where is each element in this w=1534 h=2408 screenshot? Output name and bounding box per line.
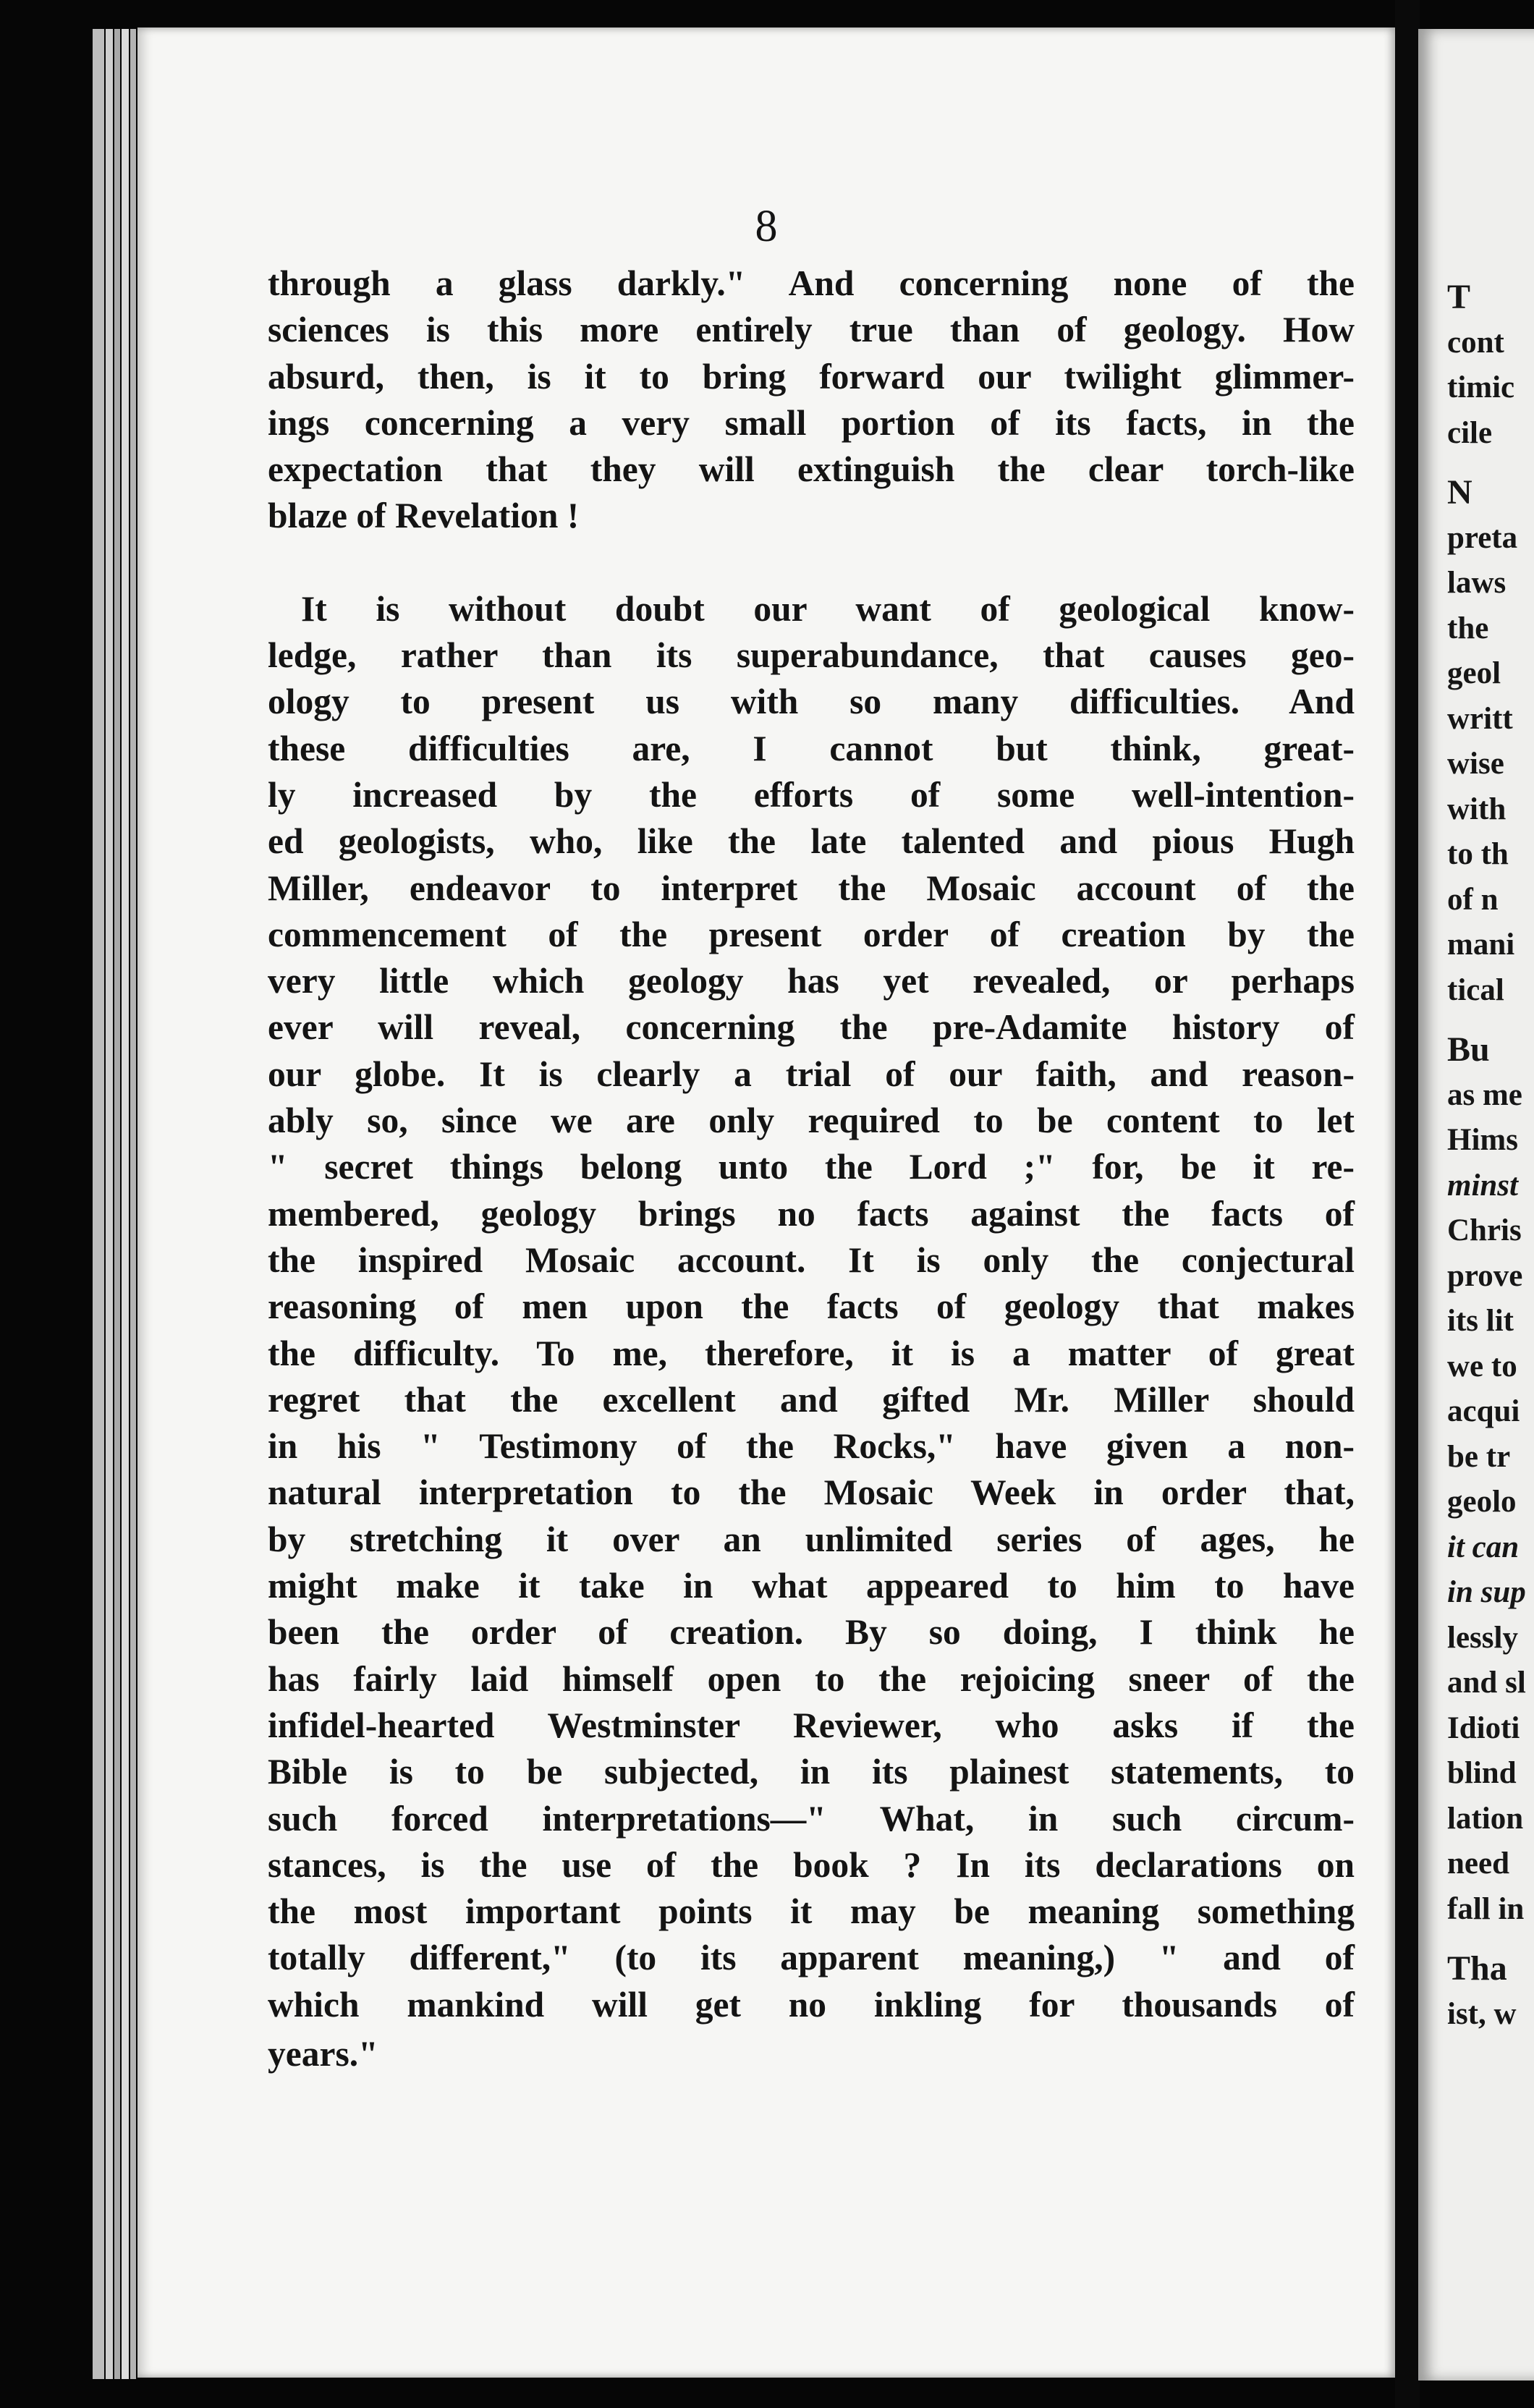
text-line: membered, geology brings no facts against the facts of [268,1193,1355,1234]
text-line: " secret things belong unto the Lord ;" for, be it re- [268,1147,1355,1187]
text-fragment: ist, w [1447,1996,1517,2031]
text-line: ably so, since we are only required to be content to let [268,1101,1355,1141]
paragraph-1 [268,260,1355,540]
text-line: sciences is this more entirely true than of geology. How [268,310,1355,350]
text-line: expectation that they will extinguish the clear torch-like [268,449,1355,490]
text-fragment: T [1447,278,1471,316]
text-fragment: lation [1447,1801,1524,1836]
text-line: the difficulty. To me, therefore, it is a matter of great [268,1333,1355,1373]
text-line: ology to present us with so many difficulties. And [268,682,1355,722]
text-line: ings concerning a very small portion of its facts, in the [268,402,1355,443]
text-fragment: as me [1447,1077,1522,1112]
text-fragment: Idioti [1447,1710,1520,1745]
text-fragment: cile [1447,415,1493,450]
text-fragment: Bu [1447,1030,1490,1069]
text-fragment: Tha [1447,1949,1507,1988]
text-line: such forced interpretations—" What, in such circum- [268,1798,1355,1839]
text-fragment: the [1447,611,1489,645]
binding-gutter [1395,0,1420,2408]
text-line: absurd, then, is it to bring forward our twilight glimmer- [268,356,1355,397]
text-fragment: blind [1447,1756,1517,1790]
page-edge [93,29,104,2379]
text-fragment: mani [1447,928,1515,962]
text-fragment: we to [1447,1349,1517,1383]
text-line: commencement of the present order of creation by the [268,914,1355,954]
facing-page-text [1447,275,1526,2037]
text-line: years." [268,2033,378,2074]
text-line: natural interpretation to the Mosaic Week in order that, [268,1472,1355,1513]
page-number: 8 [755,202,778,251]
text-fragment: it can [1447,1530,1520,1564]
text-line: has fairly laid himself open to the rejoicing sneer of the [268,1658,1355,1699]
text-fragment: writt [1447,701,1513,736]
text-line: Miller, endeavor to interpret the Mosaic account of the [268,868,1355,908]
text-line: reasoning of men upon the facts of geology that makes [268,1286,1355,1327]
text-fragment: with [1447,792,1507,826]
text-line: these difficulties are, I cannot but think, great- [268,728,1355,768]
page-edge [122,29,129,2379]
text-line: might make it take in what appeared to him to have [268,1566,1355,1606]
page-edge [106,29,113,2379]
text-line: ed geologists, who, like the late talented and pious Hugh [268,821,1355,862]
text-line: ever will reveal, concerning the pre-Adamite history of [268,1007,1355,1048]
text-fragment: need [1447,1847,1509,1881]
text-fragment: be tr [1447,1439,1511,1474]
text-fragment: lessly [1447,1620,1518,1655]
page-body-text [268,260,1355,2077]
text-fragment: to th [1447,837,1509,871]
text-fragment: of n [1447,882,1499,917]
text-fragment: laws [1447,566,1507,600]
text-line: totally different," (to its apparent meaning,) " and of [268,1938,1355,1978]
text-fragment: and sl [1447,1666,1526,1700]
text-fragment: tical [1447,972,1504,1007]
text-fragment: prove [1447,1258,1523,1293]
text-line: by stretching it over an unlimited series of ages, he [268,1519,1355,1559]
text-fragment: Chris [1447,1213,1522,1247]
text-fragment: its lit [1447,1304,1514,1338]
text-line: stances, is the use of the book ? In its declarations on [268,1844,1355,1885]
paragraph-3 [268,2031,1355,2077]
text-line: Bible is to be subjected, in its plainest statements, to [268,1752,1355,1792]
text-fragment: acqui [1447,1394,1520,1428]
text-line: ledge, rather than its superabundance, that causes geo- [268,635,1355,676]
text-fragment: minst [1447,1168,1518,1203]
text-line: infidel-hearted Westminster Reviewer, who asks if the [268,1705,1355,1745]
text-line: the most important points it may be meaning something [268,1891,1355,1932]
text-fragment: fall in [1447,1891,1525,1926]
text-line: been the order of creation. By so doing, I think he [268,1612,1355,1653]
text-line: in his " Testimony of the Rocks," have given a non- [268,1426,1355,1467]
text-line: blaze of Revelation ! [268,496,580,536]
text-fragment: timic [1447,370,1515,404]
text-line: very little which geology has yet revealed, or perhaps [268,961,1355,1001]
text-fragment: geol [1447,656,1501,690]
text-fragment: Hims [1447,1123,1518,1157]
text-line: the inspired Mosaic account. It is only the conjectural [268,1239,1355,1280]
page-edge [130,29,136,2379]
text-fragment: preta [1447,520,1518,555]
text-line: through a glass darkly." And concerning none of the [268,263,1355,303]
text-fragment: cont [1447,325,1504,360]
text-fragment: in sup [1447,1575,1526,1609]
text-line: It is without doubt our want of geological know- [301,588,1355,629]
text-line: our globe. It is clearly a trial of our faith, and reason- [268,1054,1355,1094]
text-fragment: wise [1447,747,1504,781]
paragraph-2 [268,586,1355,2028]
page-edge [114,29,120,2379]
text-fragment: N [1447,473,1472,512]
text-line: ly increased by the efforts of some well-intention- [268,774,1355,815]
text-line: regret that the excellent and gifted Mr. Miller should [268,1379,1355,1420]
text-fragment: geolo [1447,1485,1517,1519]
text-line: which mankind will get no inkling for thousands of [268,1984,1355,2025]
